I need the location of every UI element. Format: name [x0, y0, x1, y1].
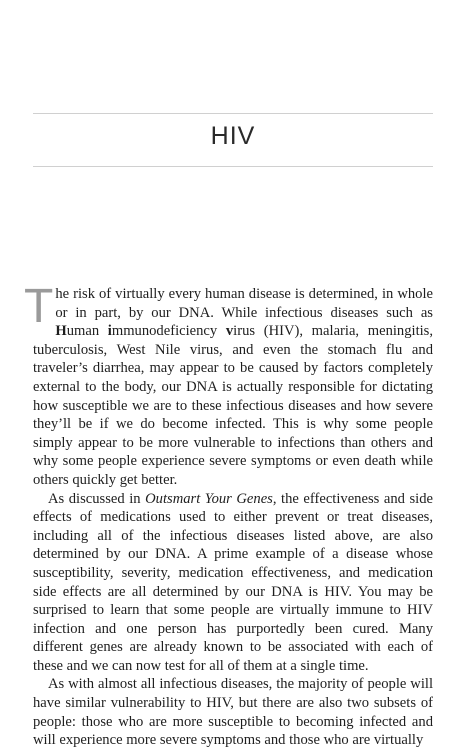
- paragraph-3: As with almost all infectious diseases, the majority of people will have similar vulnerability to HIV, but there are also two subsets of people: those who are more susceptible to becoming infected and will experience more severe symptoms and those who are virtually: [33, 676, 433, 749]
- bottom-rule: [33, 166, 433, 167]
- paragraph-2: As discussed in Outsmart Your Genes, the effectiveness and side effects of medications used to either prevent or treat diseases, including all of the infectious diseases listed above, are also determined by our DNA. A prime example of a disease whose susceptibility, severity, medication effectiveness, and medication side effects are all determined by our DNA is HIV. You may be surprised to learn that some people are virtually immune to HIV infection and one person has purportedly been cured. Many different genes are already known to be associated with each of these and we can now test for all of them at a single time.: [33, 490, 433, 674]
- chapter-title: HIV: [210, 122, 256, 150]
- drop-cap: T: [24, 280, 54, 333]
- book-title: Outsmart Your Genes: [145, 490, 273, 507]
- body-text: [24, 280, 434, 750]
- top-rule: [33, 113, 433, 114]
- paragraph-1: The risk of virtually every human disease is determined, in whole or in part, by our DNA. While infectious diseases such as Human immunodeficiency virus (HIV), malaria, meningitis, tuberculosis, West Nile virus, and even the stomach flu and traveler’s diarrhea, may appear to be caused by factors completely external to the body, our DNA is actually responsible for dictating how susceptible we are to these infectious diseases and how severe they’ll be if we do become infected. This is why some people simply appear to be more vulnerable to infections than others and why some people experience severe symptoms or even death while others quickly get better.: [24, 280, 434, 488]
